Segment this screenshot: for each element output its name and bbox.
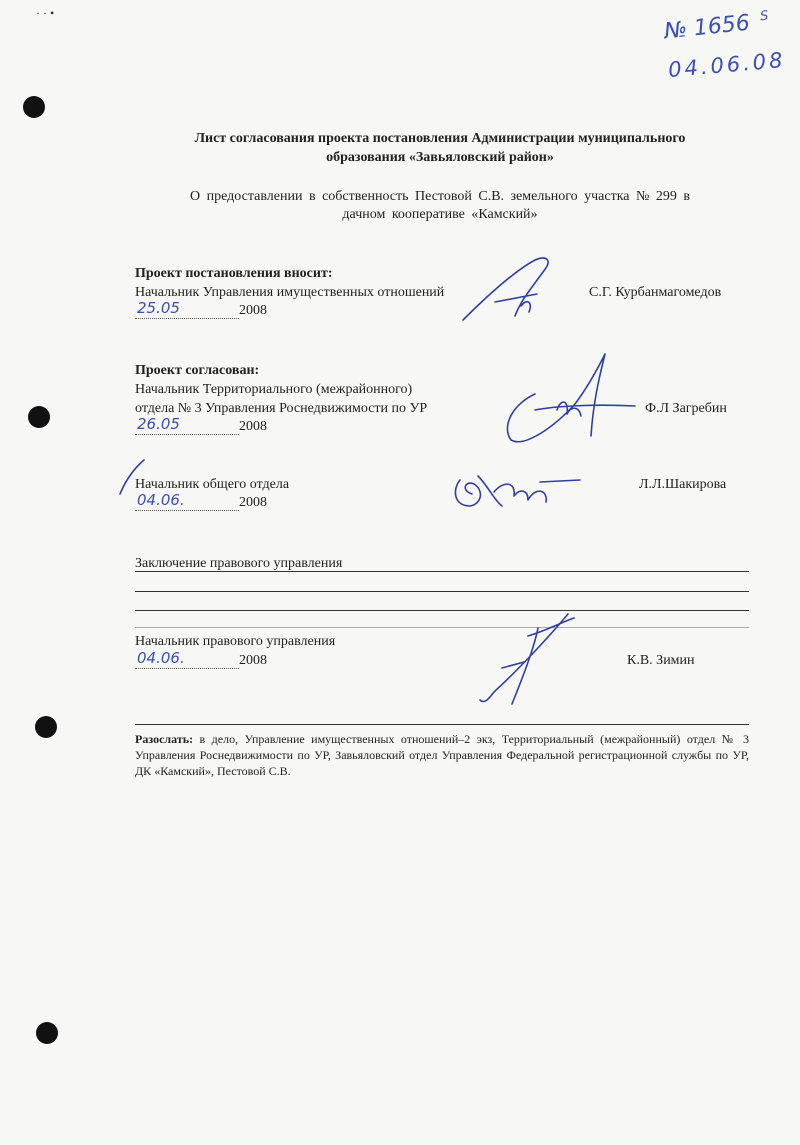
date-blank — [135, 299, 239, 319]
submitter-date — [135, 299, 267, 319]
submitter-heading: Проект постановления вносит: — [135, 266, 333, 281]
document-title-line1: Лист согласования проекта постановления Администрации муниципального — [194, 131, 686, 146]
document-subject — [100, 188, 780, 224]
agreed-date-year: 2008 — [239, 419, 267, 434]
punch-hole — [35, 716, 57, 738]
divider-line — [135, 591, 749, 592]
punch-hole — [36, 1022, 58, 1044]
submitter-position: Начальник Управления имущественных отношений — [135, 285, 445, 300]
divider-line — [135, 571, 749, 572]
agreed-heading: Проект согласован: — [135, 363, 260, 378]
legal-name: К.В. Зимин — [627, 653, 695, 668]
signature-kurbanmagomedov — [455, 250, 565, 330]
general-position: Начальник общего отдела — [135, 477, 290, 492]
submitter-name: С.Г. Курбанмагомедов — [589, 285, 722, 300]
agreed-position-line2: отдела № 3 Управления Роснедвижимости по УР — [135, 401, 428, 416]
submitter-date-year: 2008 — [239, 303, 267, 318]
legal-conclusion-label: Заключение правового управления — [135, 556, 343, 571]
mailing-text: в дело, Управление имущественных отношений–2 экз, Территориальный (межрайонный) отдел № 3 Управления Роснедвижимости по УР, Завьяловский отдел Управления Федеральной регистрационной службы по УР, ДК «Камский», Пестовой С.В. — [135, 732, 749, 778]
submitter-date-handwritten: 25.05 — [137, 299, 180, 317]
document-subject-line1: О предоставлении в собственность Пестовой С.В. земельного участка № 299 в — [190, 189, 690, 204]
punch-hole — [23, 96, 45, 118]
agreed-position-line1: Начальник Территориального (межрайонного) — [135, 382, 413, 397]
legal-date — [135, 649, 267, 669]
mailing-list — [135, 731, 749, 779]
general-date-handwritten: 04.06. — [137, 491, 185, 509]
registration-number-text: № 1656 — [662, 10, 751, 45]
general-date-year: 2008 — [239, 495, 267, 510]
general-date — [135, 491, 267, 511]
corner-marks: · · • — [36, 6, 55, 20]
legal-date-handwritten: 04.06. — [137, 649, 185, 667]
signature-zimin — [458, 608, 578, 708]
punch-hole — [28, 406, 50, 428]
document-title — [100, 129, 780, 167]
legal-position: Начальник правового управления — [135, 634, 336, 649]
signature-shakirova — [448, 466, 588, 516]
date-blank — [135, 415, 239, 435]
agreed-date — [135, 415, 267, 435]
agreed-date-handwritten: 26.05 — [137, 415, 180, 433]
divider-line — [135, 724, 749, 725]
registration-suffix: S — [759, 8, 770, 25]
legal-date-year: 2008 — [239, 653, 267, 668]
mailing-label: Разослать: — [135, 732, 194, 746]
registration-number — [663, 9, 770, 45]
date-blank — [135, 649, 239, 669]
divider-line — [135, 627, 749, 628]
document-subject-line2: дачном кооперативе «Камский» — [342, 207, 538, 222]
registration-date: 04.06.08 — [667, 47, 787, 83]
agreed-name: Ф.Л Загребин — [645, 401, 727, 416]
document-title-line2: образования «Завьяловский район» — [326, 150, 554, 165]
date-blank — [135, 491, 239, 511]
general-name: Л.Л.Шакирова — [639, 477, 727, 492]
signature-zagrebin — [495, 348, 645, 448]
divider-line — [135, 610, 749, 611]
